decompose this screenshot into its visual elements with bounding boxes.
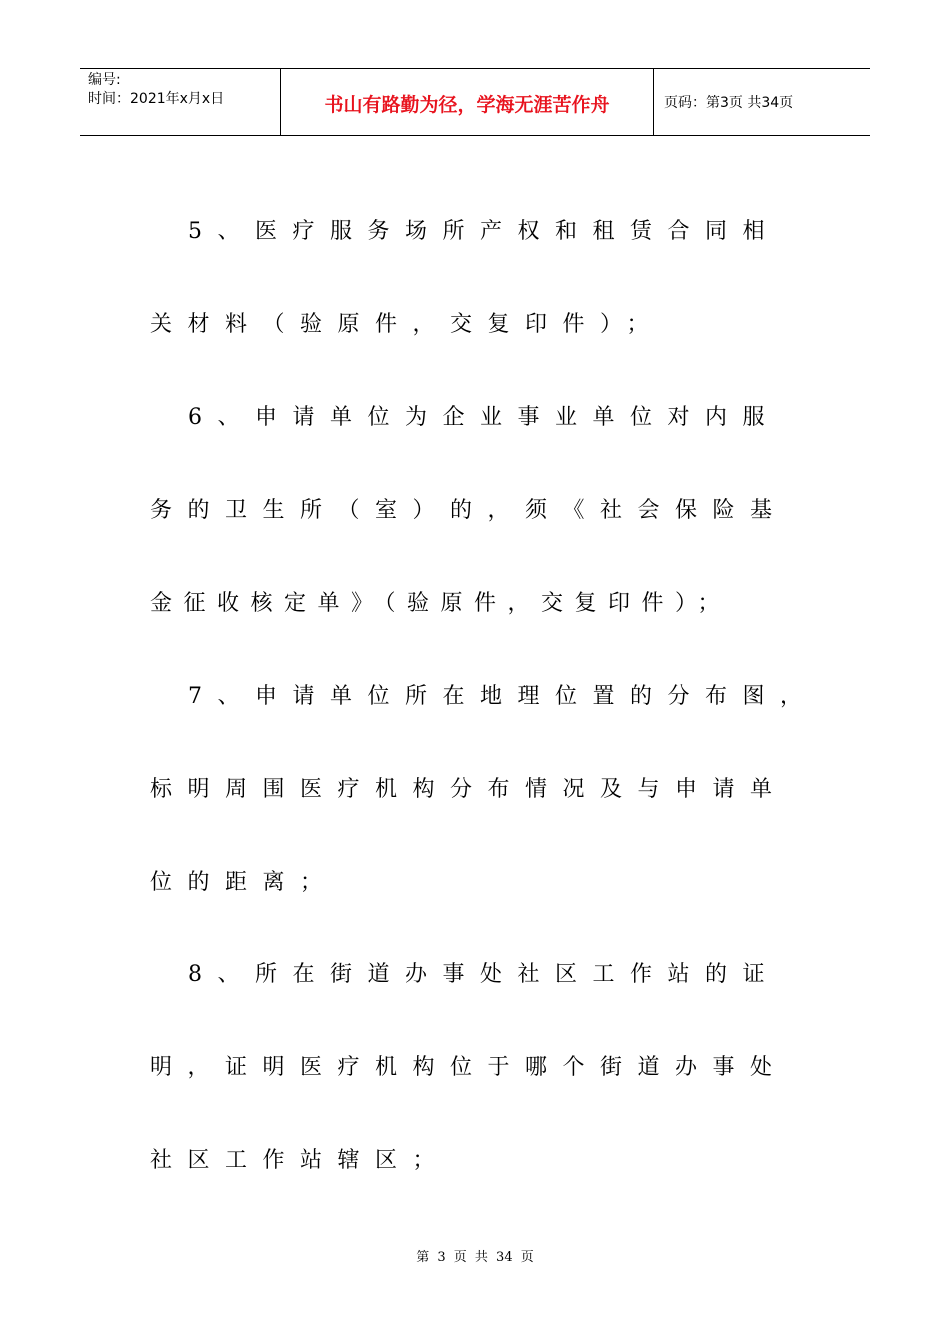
body-line: 标明周围医疗机构分布情况及与申请单 bbox=[150, 777, 788, 802]
body-line: 社区工作站辖区； bbox=[150, 1148, 451, 1173]
page-footer: 第 3 页 共 34 页 bbox=[416, 1250, 534, 1265]
body-line: 金征收核定单》（验原件，交复印件）； bbox=[150, 591, 732, 616]
motto-text: 书山有路勤为径，学海无涯苦作舟 bbox=[324, 94, 610, 116]
body-line: 6、申请单位为企业事业单位对内服 bbox=[188, 405, 780, 430]
header-motto-cell bbox=[281, 69, 654, 135]
body-line: 位的距离； bbox=[150, 870, 338, 895]
header-meta-cell bbox=[80, 69, 281, 135]
body-line: 务的卫生所（室）的，须《社会保险基 bbox=[150, 498, 788, 523]
header-page-cell bbox=[654, 69, 870, 135]
body-line: 关材料（验原件，交复印件）； bbox=[150, 312, 665, 337]
document-header bbox=[80, 68, 870, 136]
time-label: 时间：2021年x月x日 bbox=[88, 91, 225, 107]
body-line: 明，证明医疗机构位于哪个街道办事处 bbox=[150, 1055, 788, 1080]
body-line: 8、所在街道办事处社区工作站的证 bbox=[188, 962, 780, 987]
body-line: 5、医疗服务场所产权和租赁合同相 bbox=[188, 219, 780, 244]
page-info: 页码：第3页 共34页 bbox=[664, 95, 794, 111]
number-label: 编号: bbox=[88, 72, 121, 88]
body-line: 7、申请单位所在地理位置的分布图， bbox=[188, 684, 818, 709]
